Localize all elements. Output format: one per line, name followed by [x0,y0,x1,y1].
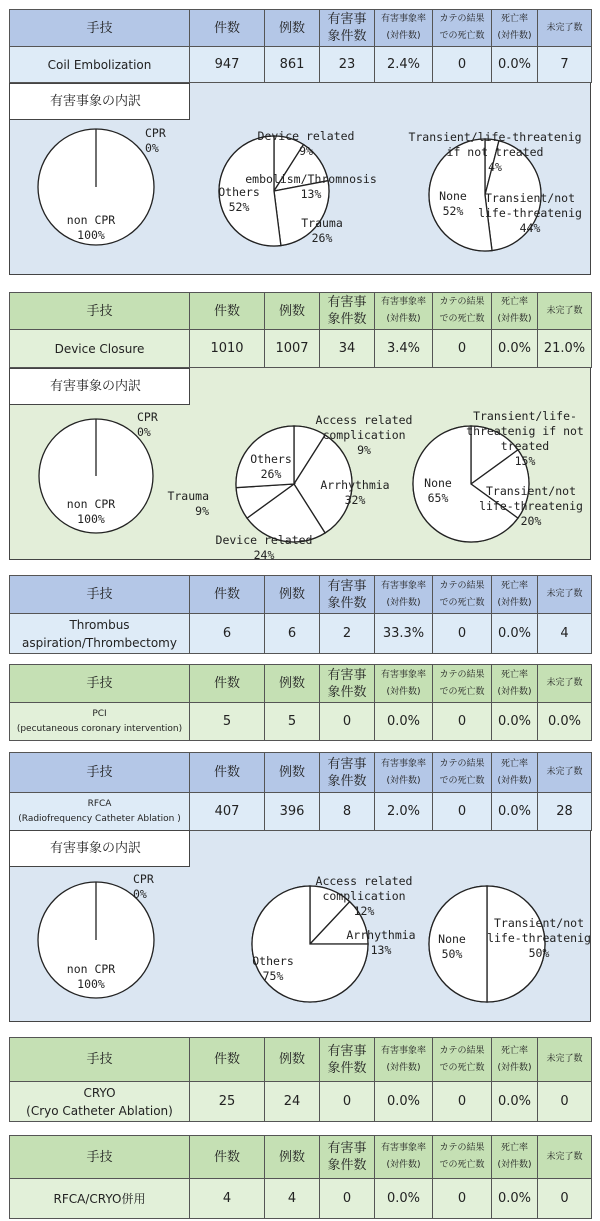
cases-value: 4 [190,1179,265,1219]
incomplete-value: 7 [538,47,592,83]
ae-rate-value: 0.0% [375,1179,433,1219]
header-ae-rate [375,665,433,703]
pie-label-line: life-threatenig [487,931,591,945]
pie-label-line: Access related [315,874,413,888]
pie-label-line: 52% [228,200,250,214]
pie-label-line: Transient/not [485,484,577,498]
patients-value: 5 [265,703,320,741]
pie-label-line: 13% [300,187,322,201]
pie-label-line: None [438,932,466,946]
pie-chart-3 [408,130,581,251]
pie-label-cpr [145,126,166,155]
header-ae-rate-line2: (対件数) [386,1062,421,1073]
pie-label-line: 100% [77,228,105,242]
pie-label-line: Transient/not [493,916,585,930]
header-death-rate-line1: 死亡率 [500,1045,528,1056]
cath-death-value: 0 [433,1179,492,1219]
header-death-rate [492,293,538,330]
header-ae-count [320,665,375,703]
header-cath-death-line2: での死亡数 [439,597,485,608]
header-ae-count [320,10,375,47]
header-death-rate [492,753,538,793]
header-ae-count-line2: 象件数 [327,312,367,327]
header-ae-count-line1: 有害事 [327,12,367,27]
pie-label-line: 50% [528,946,550,960]
header-cath-death-line1: カテの結果 [439,669,485,680]
procedure-name: Coil Embolization [10,47,190,83]
pie-label-line: CPR [133,872,154,886]
procedure-name-line1: PCI [92,708,107,719]
ae-rate-value: 2.0% [375,793,433,831]
header-death-rate-line1: 死亡率 [500,1143,528,1153]
cath-death-value: 0 [433,793,492,831]
header-death-rate-line1: 死亡率 [500,14,528,24]
header-patients: 例数 [265,576,320,614]
thrombus-stats-table [9,575,592,654]
header-cath-death-line2: での死亡数 [439,775,485,786]
patients-value: 24 [265,1082,320,1122]
ae-count-value: 23 [320,47,375,83]
procedure-name-line1: CRYO [83,1085,116,1100]
header-cath-death-line1: カテの結果 [439,580,485,591]
pie-label-line: 24% [253,548,275,559]
pie-label-line: None [439,189,467,203]
pie-label-line: 44% [519,221,541,235]
header-death-rate-line2: (対件数) [497,775,532,786]
pie-label-cpr [137,410,158,439]
header-ae-rate [375,1038,433,1082]
pie-label-line: 26% [260,467,282,481]
pie-label-line: if not treated [446,145,544,159]
pie-label-line: Transient/life-threatenig [408,130,582,144]
header-ae-rate-line2: (対件数) [386,1160,421,1170]
patients-value: 1007 [265,330,320,368]
header-cath-death-line2: での死亡数 [439,1160,485,1170]
pie-label-line: 9% [195,504,209,518]
pie-label-line: 9% [357,443,371,457]
header-ae-rate-line1: 有害事象率 [380,580,426,591]
closure-stats-table [9,292,592,368]
header-incomplete: 未完了数 [538,576,592,614]
pie-label-line: 52% [442,204,464,218]
header-procedure: 手技 [10,10,190,47]
death-rate-value: 0.0% [492,793,538,831]
pie-label-line: 100% [77,977,105,991]
coil-pie-charts [9,120,591,274]
pie-label-line: 75% [262,969,284,983]
death-rate-value: 0.0% [492,1082,538,1122]
header-ae-count-line1: 有害事 [327,756,367,772]
rfca-stats-table [9,752,592,831]
header-cases: 件数 [190,1038,265,1082]
procedure-name-line2: (Radiofrequency Catheter Ablation ) [18,813,181,824]
header-cases: 件数 [190,293,265,330]
pie-label-line: complication [322,889,406,903]
pie-label-line: Trauma [301,216,343,230]
pie-label-line: None [424,476,452,490]
procedure-name [10,614,190,654]
incomplete-value: 0 [538,1082,592,1122]
header-cath-death-line1: カテの結果 [439,1045,485,1056]
pie-label-line: Transient/not [484,191,576,205]
incomplete-value: 21.0% [538,330,592,368]
closure-pie-charts [9,405,591,559]
header-cath-death [433,10,492,47]
header-cath-death-line1: カテの結果 [439,1143,485,1153]
header-ae-rate-line2: (対件数) [386,597,421,608]
pie-label-line: non CPR [66,497,116,511]
pie-chart-2 [218,129,377,246]
procedure-name-line2: (Cryo Catheter Ablation) [26,1103,173,1118]
header-cath-death [433,1136,492,1179]
pie-label-trauma [167,489,209,518]
header-procedure: 手技 [10,753,190,793]
header-ae-count [320,1038,375,1082]
header-death-rate-line1: 死亡率 [500,669,528,680]
header-patients: 例数 [265,665,320,703]
procedure-name-line2: aspiration/Thrombectomy [22,635,177,650]
header-ae-count-line1: 有害事 [327,1141,367,1156]
pie-chart-1 [39,410,158,533]
cases-value: 947 [190,47,265,83]
header-death-rate-line2: (対件数) [497,686,532,697]
procedure-name [10,1082,190,1122]
cryo-stats-table [9,1037,592,1122]
pie-label-line: Arrhythmia [320,478,390,492]
header-cath-death [433,293,492,330]
header-cases: 件数 [190,753,265,793]
header-death-rate [492,1136,538,1179]
pie-label-line: Access related [315,413,413,427]
pie-chart-2 [167,413,412,559]
pie-label-line: 50% [441,947,463,961]
header-ae-rate [375,576,433,614]
pie-label-line: CPR [137,410,158,424]
header-ae-count-line1: 有害事 [327,1043,367,1059]
pie-label-line: Device related [257,129,355,143]
procedure-name-line1: Thrombus [69,617,130,632]
header-death-rate-line2: (対件数) [497,1062,532,1073]
header-death-rate [492,576,538,614]
header-cath-death-line1: カテの結果 [439,14,485,24]
cath-death-value: 0 [433,703,492,741]
pie-label-line: 0% [133,887,147,901]
header-ae-rate-line1: 有害事象率 [380,297,426,307]
header-cases: 件数 [190,665,265,703]
pie-label-line: 13% [370,943,392,957]
header-procedure: 手技 [10,665,190,703]
header-ae-rate [375,753,433,793]
cases-value: 6 [190,614,265,654]
ae-count-value: 34 [320,330,375,368]
pie-label-cpr [133,872,154,901]
pie-label-line: 26% [311,231,333,245]
pie-label-line: 12% [353,904,375,918]
header-ae-count [320,576,375,614]
cases-value: 407 [190,793,265,831]
cath-death-value: 0 [433,47,492,83]
ae-rate-value: 33.3% [375,614,433,654]
header-death-rate [492,1038,538,1082]
header-ae-rate-line1: 有害事象率 [380,14,426,24]
ae-count-value: 0 [320,1179,375,1219]
header-incomplete: 未完了数 [538,1038,592,1082]
pie-label-line: treated [500,439,550,453]
ae-count-value: 2 [320,614,375,654]
header-procedure: 手技 [10,576,190,614]
procedure-name: Device Closure [10,330,190,368]
pie-label-line: life-threatenig [478,206,582,220]
pie-label-line: non CPR [66,962,116,976]
header-incomplete: 未完了数 [538,10,592,47]
header-cath-death-line1: カテの結果 [439,297,485,307]
pie-label-line: 32% [344,493,366,507]
ae-rate-value: 2.4% [375,47,433,83]
header-ae-count [320,753,375,793]
ae-rate-value: 0.0% [375,703,433,741]
header-ae-count-line2: 象件数 [327,29,367,44]
header-ae-rate-line1: 有害事象率 [380,1143,426,1153]
pie-label-line: 20% [520,514,542,528]
patients-value: 861 [265,47,320,83]
header-cath-death-line2: での死亡数 [439,686,485,697]
cases-value: 25 [190,1082,265,1122]
death-rate-value: 0.0% [492,614,538,654]
header-ae-count-line1: 有害事 [327,295,367,310]
incomplete-value: 0 [538,1179,592,1219]
header-ae-rate-line2: (対件数) [386,31,421,41]
pie-label-line: Device related [215,533,313,547]
header-death-rate-line2: (対件数) [497,31,532,41]
ae-count-value: 0 [320,1082,375,1122]
procedure-name: RFCA/CRYO併用 [10,1179,190,1219]
header-incomplete: 未完了数 [538,753,592,793]
pci-stats-table [9,664,592,741]
pie-label-line: 65% [427,491,449,505]
incomplete-value: 4 [538,614,592,654]
rfca-breakdown-title: 有害事象の内訳 [9,830,190,867]
header-cath-death-line1: カテの結果 [439,758,485,769]
header-death-rate-line1: 死亡率 [500,297,528,307]
ae-count-value: 8 [320,793,375,831]
procedure-name [10,793,190,831]
header-ae-rate [375,10,433,47]
rfca-pie-charts [9,867,591,1021]
coil-stats-table [9,9,592,83]
closure-breakdown-title: 有害事象の内訳 [9,368,190,405]
header-ae-rate-line1: 有害事象率 [380,758,426,769]
pie-label-line: 100% [77,512,105,526]
header-incomplete: 未完了数 [538,665,592,703]
header-cases: 件数 [190,1136,265,1179]
pie-label-line: Trauma [167,489,209,503]
cath-death-value: 0 [433,330,492,368]
pie-label-line: 9% [299,144,313,158]
death-rate-value: 0.0% [492,330,538,368]
pie-label-line: Transient/life- [473,409,577,423]
pie-label-line: 15% [514,454,536,468]
pie-label-line: 4% [488,160,502,174]
pie-label-line: threatenig if not [466,424,584,438]
cath-death-value: 0 [433,614,492,654]
header-patients: 例数 [265,293,320,330]
header-ae-count-line2: 象件数 [327,773,367,789]
pie-label-none [438,932,466,961]
death-rate-value: 0.0% [492,47,538,83]
cases-value: 1010 [190,330,265,368]
header-death-rate-line2: (対件数) [497,597,532,608]
pie-chart-2 [252,874,416,1002]
header-patients: 例数 [265,753,320,793]
header-cases: 件数 [190,576,265,614]
header-ae-rate-line2: (対件数) [386,775,421,786]
pie-label-line: CPR [145,126,166,140]
header-ae-count [320,293,375,330]
header-patients: 例数 [265,10,320,47]
pie-label-line: Others [218,185,260,199]
death-rate-value: 0.0% [492,1179,538,1219]
header-death-rate-line2: (対件数) [497,314,532,324]
header-death-rate-line1: 死亡率 [500,580,528,591]
incomplete-value: 0.0% [538,703,592,741]
incomplete-value: 28 [538,793,592,831]
patients-value: 6 [265,614,320,654]
header-ae-rate-line2: (対件数) [386,314,421,324]
ae-rate-value: 3.4% [375,330,433,368]
header-ae-rate-line2: (対件数) [386,686,421,697]
header-cases: 件数 [190,10,265,47]
pie-chart-3 [413,409,584,542]
header-ae-rate-line1: 有害事象率 [380,669,426,680]
header-ae-rate [375,1136,433,1179]
procedure-name-line1: RFCA [87,798,112,809]
death-rate-value: 0.0% [492,703,538,741]
header-death-rate [492,10,538,47]
header-incomplete: 未完了数 [538,293,592,330]
header-procedure: 手技 [10,1038,190,1082]
cath-death-value: 0 [433,1082,492,1122]
header-death-rate-line1: 死亡率 [500,758,528,769]
header-ae-rate-line1: 有害事象率 [380,1045,426,1056]
header-patients: 例数 [265,1136,320,1179]
header-cath-death [433,753,492,793]
patients-value: 4 [265,1179,320,1219]
ae-rate-value: 0.0% [375,1082,433,1122]
pie-label-line: embolism/Thromnosis [245,172,377,186]
header-death-rate-line2: (対件数) [497,1160,532,1170]
header-cath-death-line2: での死亡数 [439,1062,485,1073]
header-ae-count-line2: 象件数 [327,1060,367,1076]
pie-chart-1 [38,872,154,998]
pie-label-none [439,189,467,218]
header-ae-count-line2: 象件数 [327,1158,367,1173]
pie-label-device-related [216,533,313,559]
header-death-rate [492,665,538,703]
procedure-name [10,703,190,741]
header-cath-death-line2: での死亡数 [439,31,485,41]
rfca-cryo-stats-table [9,1135,592,1219]
pie-label-line: complication [322,428,406,442]
header-ae-count [320,1136,375,1179]
patients-value: 396 [265,793,320,831]
header-ae-rate [375,293,433,330]
pie-label-transient-life-threatenig-if-not-treated [408,130,581,174]
pie-chart-3 [429,886,591,1002]
header-procedure: 手技 [10,1136,190,1179]
header-cath-death [433,576,492,614]
cases-value: 5 [190,703,265,741]
ae-count-value: 0 [320,703,375,741]
pie-label-line: 0% [137,425,151,439]
header-cath-death [433,665,492,703]
pie-label-line: Others [252,954,294,968]
header-procedure: 手技 [10,293,190,330]
header-cath-death [433,1038,492,1082]
header-incomplete: 未完了数 [538,1136,592,1179]
pie-label-line: Arrhythmia [346,928,416,942]
header-patients: 例数 [265,1038,320,1082]
pie-label-line: non CPR [66,213,116,227]
header-ae-count-line2: 象件数 [327,684,367,700]
header-cath-death-line2: での死亡数 [439,314,485,324]
coil-breakdown-title: 有害事象の内訳 [9,83,190,120]
header-ae-count-line1: 有害事 [327,578,367,594]
pie-chart-1 [38,126,166,245]
header-ae-count-line1: 有害事 [327,667,367,683]
pie-label-none [424,476,452,505]
procedure-name-line2: (pecutaneous coronary intervention) [16,723,183,734]
pie-label-line: Others [250,452,292,466]
header-ae-count-line2: 象件数 [327,595,367,611]
pie-label-line: life-threatenig [479,499,583,513]
pie-label-line: 0% [145,141,159,155]
